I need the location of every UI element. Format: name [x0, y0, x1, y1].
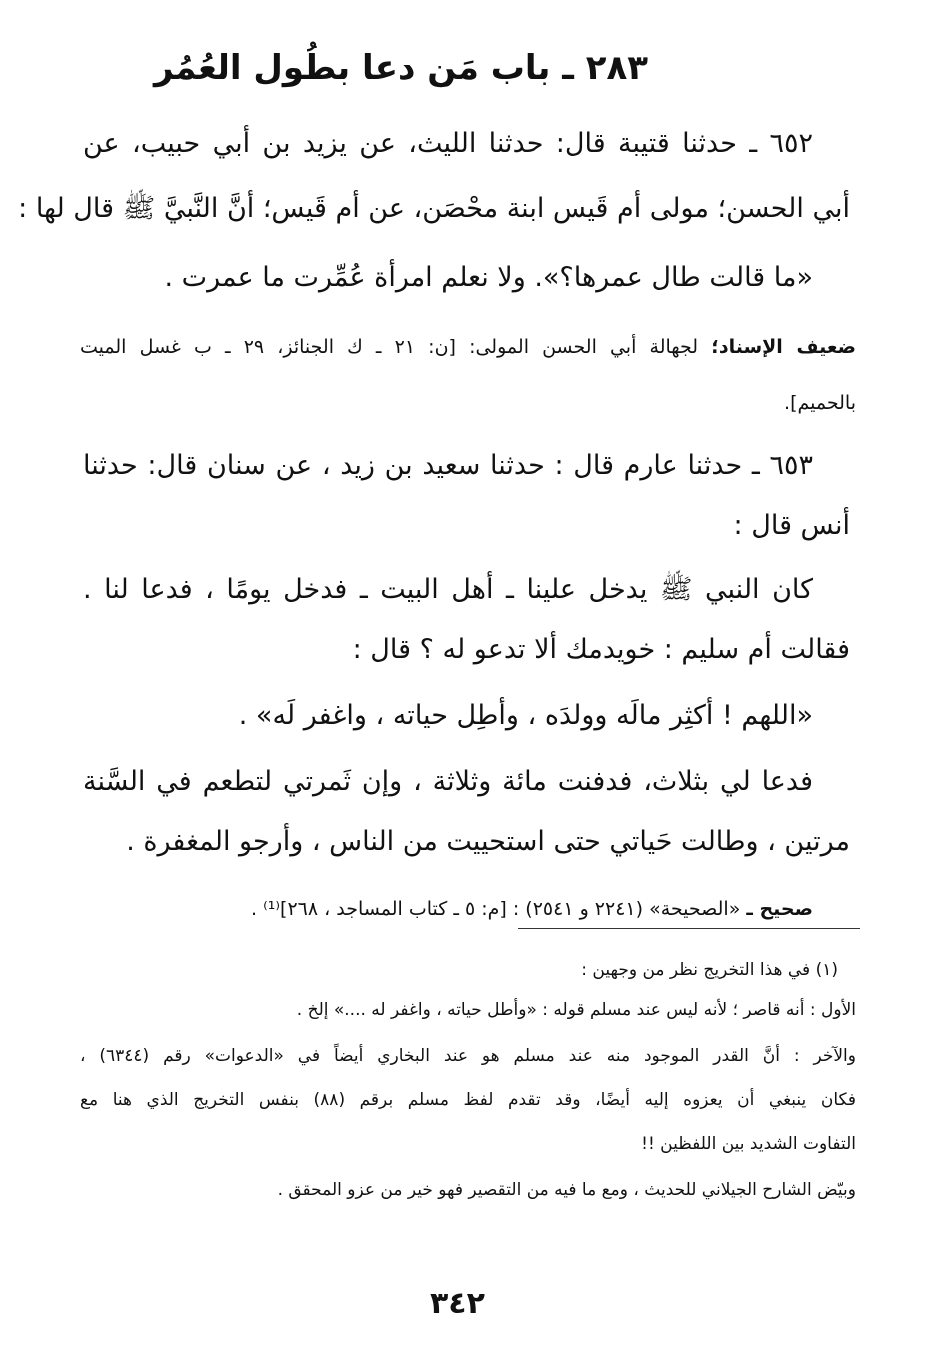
- chapter-title: ٢٨٣ ـ باب مَن دعا بطُول العُمُر: [154, 48, 648, 88]
- hadith-653-line-7: مرتين ، وطالت حَياتي حتى استحييت من الناس ، وأرجو المغفرة .: [126, 826, 850, 857]
- footnote-line-4: فكان ينبغي أن يعزوه إليه أيضًا، وقد تقدم لفظ مسلم برقم (٨٨) بنفس التخريج الذي هنا مع: [80, 1090, 857, 1110]
- hadith-652-line-3: «ما قالت طال عمرها؟». ولا نعلم امرأة عُمِّرت ما عمرت .: [164, 262, 813, 293]
- footnote-line-1: (١) في هذا التخريج نظر من وجهين :: [581, 960, 838, 980]
- grade-label: ضعيف الإسناد؛: [711, 336, 856, 358]
- hadith-653-line-4: فقالت أم سليم : خويدمك ألا تدعو له ؟ قال :: [352, 634, 850, 665]
- hadith-653-line-1: ٦٥٣ ـ حدثنا عارم قال : حدثنا سعيد بن زيد ، عن سنان قال: حدثنا: [83, 450, 813, 481]
- hadith-652-grade: [80, 336, 856, 358]
- hadith-652-line-2: أبي الحسن؛ مولى أم قَيس ابنة محْصَن، عن أم قَيس؛ أنَّ النَّبيَّ ﷺ قال لها :: [18, 193, 850, 224]
- hadith-652-grade-cont: بالحميم].: [784, 392, 856, 414]
- hadith-653-grade: [251, 898, 813, 920]
- hadith-652-line-1: ٦٥٢ ـ حدثنا قتيبة قال: حدثنا الليث، عن يزيد بن أبي حبيب، عن: [83, 128, 813, 159]
- footnote-line-2: الأول : أنه قاصر ؛ لأنه ليس عند مسلم قوله : «وأطل حياته ، واغفر له ....» إلخ .: [296, 1000, 856, 1020]
- footnote-separator: [518, 928, 860, 929]
- footnote-line-3: والآخر : أنَّ القدر الموجود منه عند مسلم هو عند البخاري أيضاً في «الدعوات» رقم (٦٣٤٤) ،: [80, 1046, 856, 1066]
- hadith-653-line-5: «اللهم ! أكثِر مالَه وولدَه ، وأطِل حياته ، واغفر لَه» .: [238, 700, 813, 731]
- grade-label: صحيح ـ: [746, 898, 813, 920]
- hadith-653-line-2: أنس قال :: [733, 510, 850, 541]
- hadith-653-line-3: كان النبي ﷺ يدخل علينا ـ أهل البيت ـ فدخل يومًا ، فدعا لنا .: [83, 574, 813, 605]
- page-number: ٣٤٢: [430, 1286, 485, 1321]
- footnote-line-6: وبيّض الشارح الجيلاني للحديث ، ومع ما فيه من التقصير فهو خير من عزو المحقق .: [277, 1180, 856, 1200]
- footnote-line-5: التفاوت الشديد بين اللفظين !!: [641, 1134, 856, 1154]
- grade-text: لجهالة أبي الحسن المولى: [ن: ٢١ ـ ك الجنائز، ٢٩ ـ ب غسل الميت: [80, 336, 699, 358]
- grade-text: «الصحيحة» (٢٢٤١ و ٢٥٤١) : [م: ٥ ـ كتاب المساجد ، ٢٦٨]⁽¹⁾ .: [251, 898, 741, 920]
- hadith-653-line-6: فدعا لي بثلاث، فدفنت مائة وثلاثة ، وإن ثَمرتي لتطعم في السَّنة: [83, 766, 813, 797]
